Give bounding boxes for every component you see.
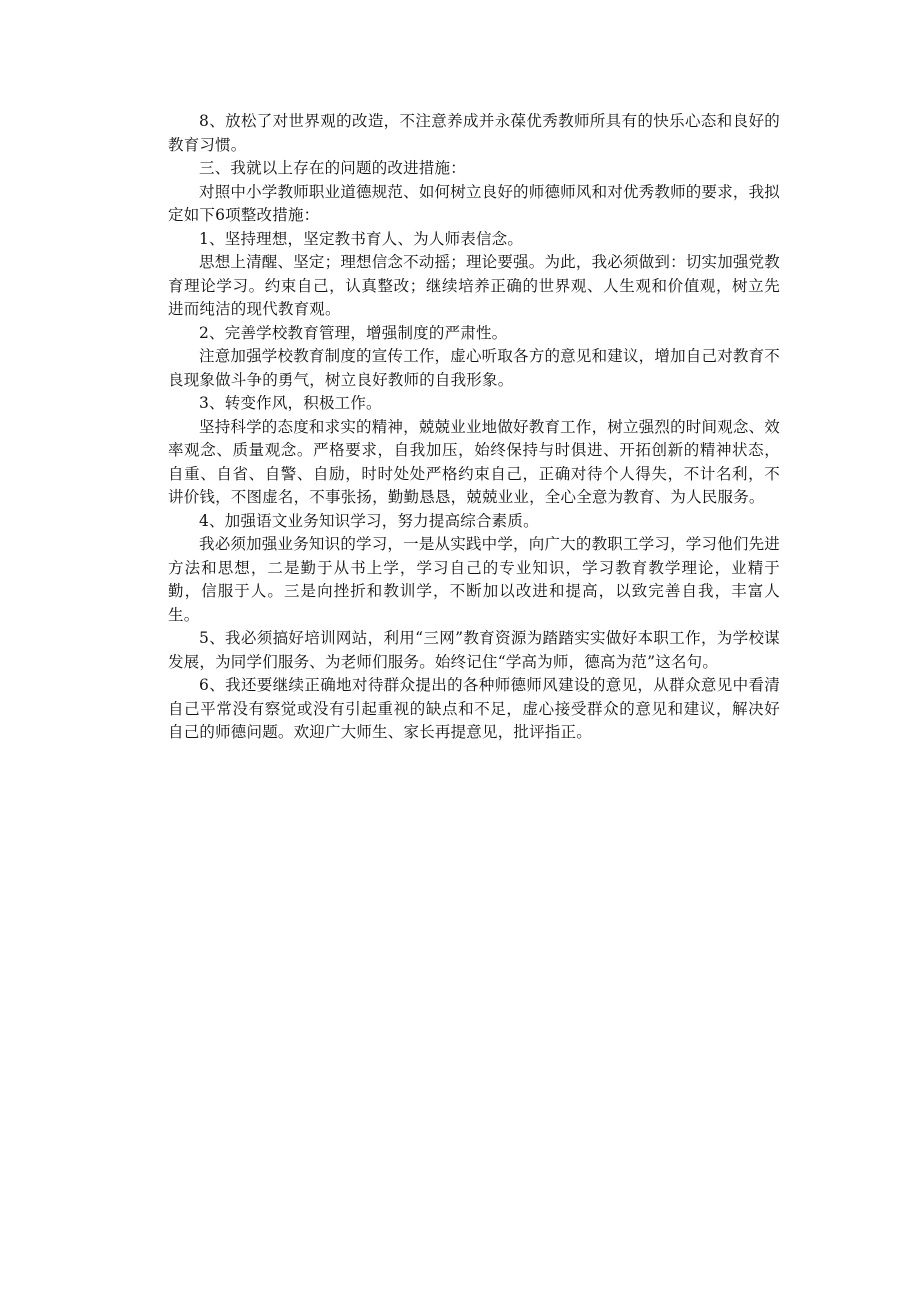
measure-4-heading: 4、加强语文业务知识学习，努力提高综合素质。 xyxy=(199,511,539,530)
measure-3-heading: 3、转变作风，积极工作。 xyxy=(199,394,382,412)
measure-5: 5、我必须搞好培训网站，利用“三网”教育资源为踏踏实实做好本职工作，为学校谋发展，为同学们服务、为老师们服务。始终记住“学高为师，德高为范”这名句。 xyxy=(168,629,780,671)
measure-2-body: 注意加强学校教育制度的宣传工作，虚心听取各方的意见和建议，增加自己对教育不良现象做斗争的勇气，树立良好教师的自我形象。 xyxy=(168,347,780,389)
measure-2-heading: 2、完善学校教育管理，增强制度的严肃性。 xyxy=(199,323,508,342)
section-heading-improvements: 三、我就以上存在的问题的改进措施： xyxy=(199,159,466,177)
measure-3-body: 坚持科学的态度和求实的精神，兢兢业业地做好教育工作，树立强烈的时间观念、效率观念、质量观念。严格要求，自我加压，始终保持与时俱进、开拓创新的精神状态，自重、自省、自警、自励，时时处处严格约束自己，正确对待个人得失，不计名利，不讲价钱，不图虚名，不事张扬，勤勤恳恳，兢兢业业，全心全意为教育、为人民服务。 xyxy=(168,417,780,506)
paragraph-intro-measures: 对照中小学教师职业道德规范、如何树立良好的师德师风和对优秀教师的要求，我拟定如下6项整改措施： xyxy=(168,182,780,224)
measure-6: 6、我还要继续正确地对待群众提出的各种师德师风建设的意见，从群众意见中看清自己平常没有察觉或没有引起重视的缺点和不足，虚心接受群众的意见和建议，解决好自己的师德问题。欢迎广大师生、家长再提意见，批评指正。 xyxy=(168,676,780,741)
document-page xyxy=(168,110,780,745)
measure-1-body: 思想上清醒、坚定；理想信念不动摇；理论要强。为此，我必须做到：切实加强党教育理论学习。约束自己，认真整改；继续培养正确的世界观、人生观和价值观，树立先进而纯洁的现代教育观。 xyxy=(168,253,780,318)
paragraph-item-8-habits: 8、放松了对世界观的改造，不注意养成并永葆优秀教师所具有的快乐心态和良好的教育习惯。 xyxy=(168,112,780,154)
measure-4-body: 我必须加强业务知识的学习，一是从实践中学，向广大的教职工学习，学习他们先进方法和思想，二是勤于从书上学，学习自己的专业知识，学习教育教学理论，业精于勤，信服于人。三是向挫折和教训学，不断加以改进和提高，以致完善自我，丰富人生。 xyxy=(168,535,780,624)
measure-1-heading: 1、坚持理想，坚定教书育人、为人师表信念。 xyxy=(199,229,524,248)
